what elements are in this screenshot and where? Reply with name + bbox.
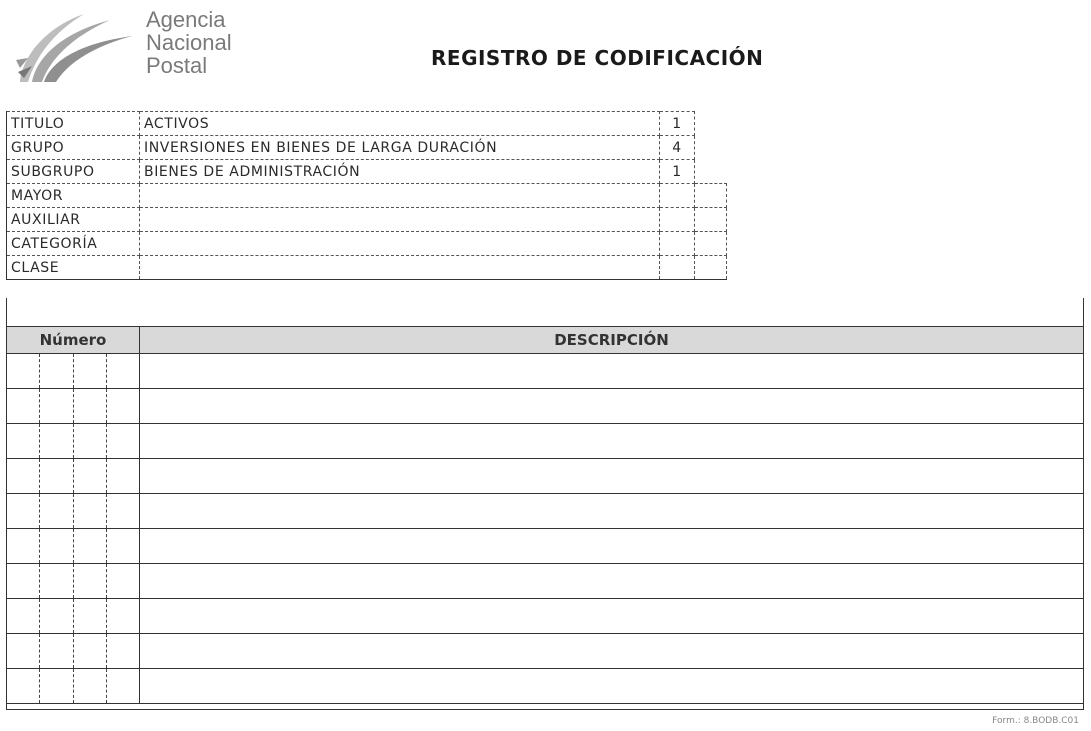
number-digit-cell[interactable]	[73, 459, 106, 494]
entry-row	[7, 599, 1084, 634]
number-digit-cell[interactable]	[40, 599, 73, 634]
number-digit-cell[interactable]	[106, 424, 139, 459]
document-title: REGISTRO DE CODIFICACIÓN	[431, 46, 764, 70]
logo-line-nacional: Nacional	[146, 30, 232, 55]
code-label: CATEGORÍA	[7, 232, 140, 256]
number-digit-cell[interactable]	[73, 669, 106, 704]
number-digit-cell[interactable]	[106, 529, 139, 564]
code-row-categoria	[7, 232, 727, 256]
number-digit-cell[interactable]	[106, 459, 139, 494]
number-digit-cell[interactable]	[73, 354, 106, 389]
number-digit-cell[interactable]	[40, 354, 73, 389]
number-digit-cell[interactable]	[73, 389, 106, 424]
entry-row	[7, 634, 1084, 669]
grid-header-row	[7, 327, 1084, 354]
description-cell[interactable]	[140, 354, 1084, 389]
number-digit-cell[interactable]	[7, 529, 40, 564]
description-cell[interactable]	[140, 529, 1084, 564]
code-value	[140, 232, 660, 256]
description-cell[interactable]	[140, 424, 1084, 459]
form-code: Form.: 8.BODB.C01	[992, 716, 1079, 726]
code-spacer	[695, 112, 727, 136]
code-digit	[660, 256, 695, 280]
number-digit-cell[interactable]	[7, 494, 40, 529]
logo-text	[146, 8, 232, 77]
number-digit-cell[interactable]	[7, 634, 40, 669]
entry-row	[7, 354, 1084, 389]
number-digit-cell[interactable]	[73, 529, 106, 564]
number-digit-cell[interactable]	[73, 424, 106, 459]
number-digit-cell[interactable]	[7, 459, 40, 494]
code-label: SUBGRUPO	[7, 160, 140, 184]
number-digit-cell[interactable]	[73, 634, 106, 669]
number-digit-cell[interactable]	[7, 424, 40, 459]
code-value	[140, 208, 660, 232]
code-value: BIENES DE ADMINISTRACIÓN	[140, 160, 660, 184]
number-digit-cell[interactable]	[7, 669, 40, 704]
number-digit-cell[interactable]	[7, 354, 40, 389]
entry-row	[7, 564, 1084, 599]
code-digit: 1	[660, 160, 695, 184]
code-digit: 1	[660, 112, 695, 136]
logo-swoosh-icon	[14, 8, 144, 86]
description-cell[interactable]	[140, 459, 1084, 494]
number-digit-cell[interactable]	[40, 494, 73, 529]
description-cell[interactable]	[140, 494, 1084, 529]
number-digit-cell[interactable]	[40, 459, 73, 494]
code-digit-extra	[695, 208, 727, 232]
code-spacer	[695, 136, 727, 160]
number-digit-cell[interactable]	[40, 424, 73, 459]
code-value	[140, 184, 660, 208]
number-digit-cell[interactable]	[106, 564, 139, 599]
entry-row	[7, 459, 1084, 494]
code-digit-extra	[695, 184, 727, 208]
number-digit-cell[interactable]	[106, 634, 139, 669]
number-digit-cell[interactable]	[40, 529, 73, 564]
entry-grid	[6, 326, 1084, 704]
entry-row	[7, 424, 1084, 459]
number-digit-cell[interactable]	[40, 669, 73, 704]
code-value	[140, 256, 660, 280]
logo-line-agencia: Agencia	[146, 7, 226, 32]
entry-row	[7, 494, 1084, 529]
code-digit	[660, 208, 695, 232]
description-cell[interactable]	[140, 669, 1084, 704]
number-digit-cell[interactable]	[7, 389, 40, 424]
code-digit: 4	[660, 136, 695, 160]
code-row-grupo	[7, 136, 727, 160]
number-digit-cell[interactable]	[106, 354, 139, 389]
entry-row	[7, 669, 1084, 704]
description-cell[interactable]	[140, 599, 1084, 634]
description-cell[interactable]	[140, 634, 1084, 669]
code-digit-extra	[695, 256, 727, 280]
code-digit	[660, 184, 695, 208]
code-row-clase	[7, 256, 727, 280]
code-value: INVERSIONES EN BIENES DE LARGA DURACIÓN	[140, 136, 660, 160]
code-label: CLASE	[7, 256, 140, 280]
code-label: TITULO	[7, 112, 140, 136]
number-digit-cell[interactable]	[73, 564, 106, 599]
entry-row	[7, 529, 1084, 564]
code-digit	[660, 232, 695, 256]
number-digit-cell[interactable]	[106, 389, 139, 424]
number-digit-cell[interactable]	[106, 599, 139, 634]
code-spacer	[695, 160, 727, 184]
description-cell[interactable]	[140, 389, 1084, 424]
number-digit-cell[interactable]	[73, 599, 106, 634]
code-row-titulo	[7, 112, 727, 136]
code-row-mayor	[7, 184, 727, 208]
number-digit-cell[interactable]	[7, 599, 40, 634]
agency-logo	[14, 8, 254, 88]
classification-table	[6, 111, 727, 280]
code-row-subgrupo	[7, 160, 727, 184]
number-digit-cell[interactable]	[40, 389, 73, 424]
description-cell[interactable]	[140, 564, 1084, 599]
number-digit-cell[interactable]	[7, 564, 40, 599]
logo-line-postal: Postal	[146, 53, 208, 78]
number-digit-cell[interactable]	[40, 564, 73, 599]
code-row-auxiliar	[7, 208, 727, 232]
code-digit-extra	[695, 232, 727, 256]
number-digit-cell[interactable]	[106, 494, 139, 529]
grid-body	[7, 354, 1084, 704]
code-value: ACTIVOS	[140, 112, 660, 136]
entry-row	[7, 389, 1084, 424]
number-header: Número	[7, 327, 140, 354]
number-digit-cell[interactable]	[40, 634, 73, 669]
code-label: AUXILIAR	[7, 208, 140, 232]
code-label: MAYOR	[7, 184, 140, 208]
description-header: DESCRIPCIÓN	[140, 327, 1084, 354]
code-label: GRUPO	[7, 136, 140, 160]
number-digit-cell[interactable]	[73, 494, 106, 529]
number-digit-cell[interactable]	[106, 669, 139, 704]
